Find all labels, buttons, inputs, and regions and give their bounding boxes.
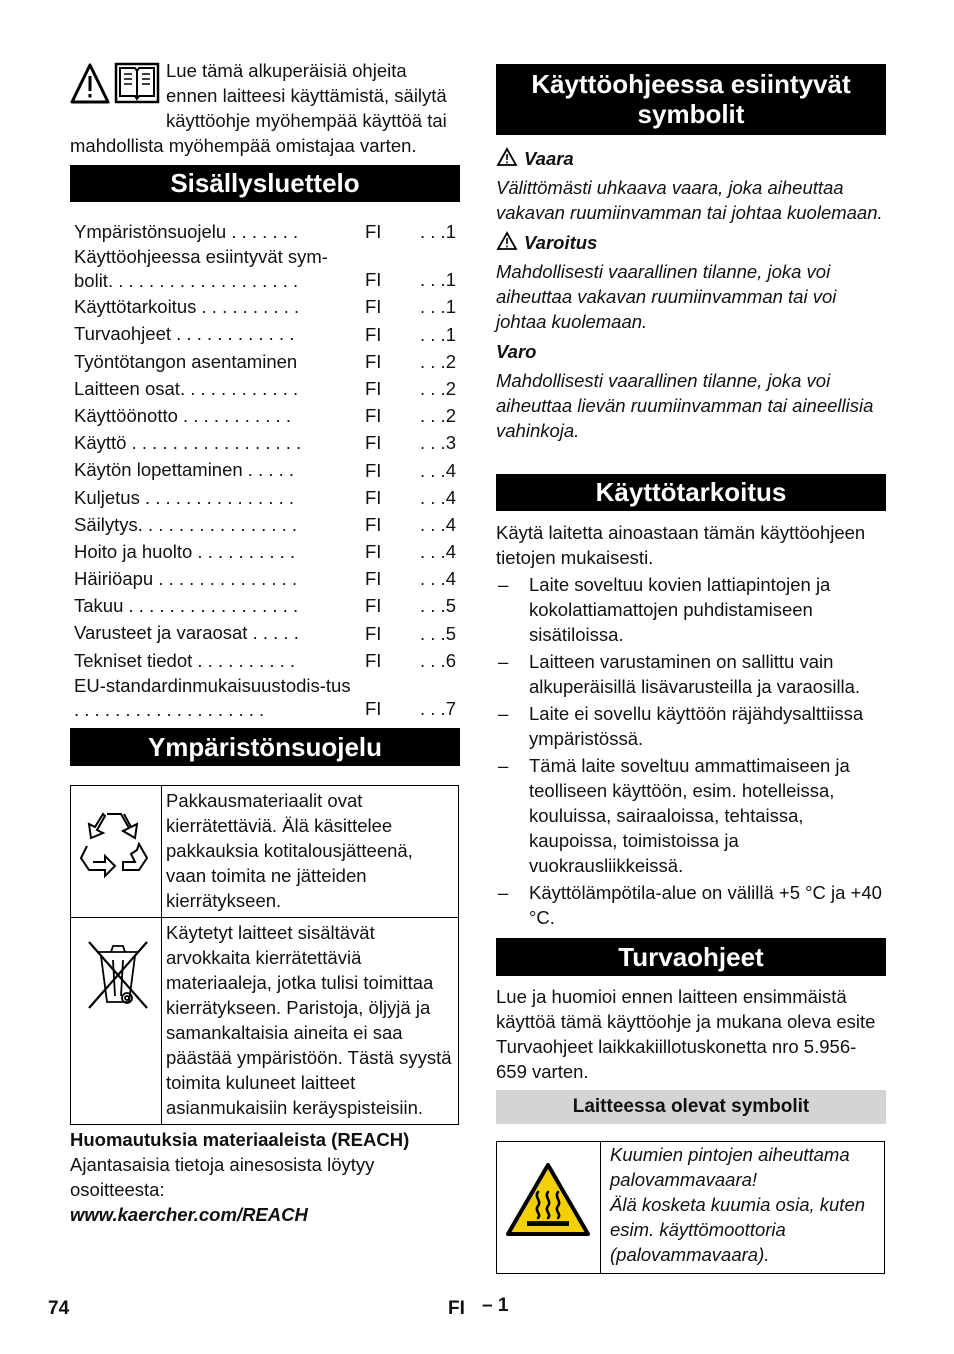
table-row	[497, 1142, 885, 1274]
toc-title: Sisällysluettelo	[70, 165, 460, 202]
intro-text: Lue tämä alkuperäisiä ohjeita ennen laitteesi käyttämistä, säilytä käyttöohje myöhempää käyttöä tai mahdollista myöhempää omistajaa varten.	[70, 60, 447, 156]
toc-entry[interactable]	[74, 456, 456, 483]
caution-text: Mahdollisesti vaarallinen tilanne, joka voi aiheuttaa lievän ruumiinvamman tai aineellisia vahinkoja.	[496, 370, 874, 441]
toc-entry-page: . . .4	[420, 513, 456, 535]
toc-entry-page: . . .4	[420, 568, 456, 590]
warning-text: Mahdollisesti vaarallinen tilanne, joka voi aiheuttaa vakavan ruumiinvamman tai voi johtaa kuolemaan.	[496, 261, 837, 332]
crossed-out-bin-icon	[83, 936, 153, 1016]
list-dash: –	[498, 574, 509, 595]
toc-entry[interactable]	[74, 484, 456, 511]
warning-label: Varoitus	[524, 232, 598, 253]
toc-entry-page: . . .6	[420, 649, 456, 671]
toc-entry-title: Käyttöohjeessa esiintyvät sym-bolit. . . . . . . . . . . . . . . . . . .	[74, 246, 328, 292]
toc-entry-lang: FI	[365, 350, 382, 372]
hot-warning-line1: Kuumien pintojen aiheuttama palovammavaara!	[610, 1144, 850, 1190]
list-dash: –	[498, 703, 509, 724]
warning-triangle-icon	[496, 231, 518, 251]
weee-icon-cell	[71, 918, 162, 1125]
toc-entry-page: . . .1	[420, 269, 456, 291]
toc-entry-lang: FI	[365, 513, 382, 535]
toc-entry-lang: FI	[365, 221, 382, 243]
manual-book-icon	[114, 62, 160, 106]
toc-entry-page: . . .3	[420, 432, 456, 454]
table-of-contents	[74, 218, 456, 722]
environment-table	[70, 785, 459, 1125]
footer-lang: FI	[448, 1298, 465, 1319]
list-item	[496, 753, 886, 878]
toc-entry[interactable]	[74, 538, 456, 565]
page-number: 74	[48, 1298, 70, 1319]
list-item-text: Laite soveltuu kovien lattiapintojen ja kokolattiamattojen puhdistamiseen sisätiloissa.	[529, 574, 831, 645]
list-dash: –	[498, 651, 509, 672]
recycle-icon-cell	[71, 786, 162, 918]
toc-entry-lang: FI	[365, 541, 382, 563]
toc-entry-title: EU-standardinmukaisuustodis-tus . . . . . . . . . . . . . . . . . . .	[74, 674, 351, 720]
toc-entry-title: Kuljetus . . . . . . . . . . . . . . .	[74, 486, 295, 508]
toc-entry-lang: FI	[365, 405, 382, 427]
list-item-text: Tämä laite soveltuu ammattimaiseen ja teolliseen käyttöön, esim. hotelleissa, kouluissa, sairaaloissa, tehtaissa, kaupoissa, toimistoissa ja vuokrausliikkeissä.	[529, 755, 850, 876]
toc-entry-lang: FI	[365, 296, 382, 318]
hot-warning-line2: Älä kosketa kuumia osia, kuten esim. käyttömoottoria (palovammavaara).	[610, 1194, 866, 1265]
toc-entry-lang: FI	[365, 649, 382, 671]
purpose-section	[496, 520, 886, 932]
toc-entry-page: . . .1	[420, 221, 456, 243]
table-row	[71, 786, 459, 918]
toc-entry[interactable]	[74, 348, 456, 375]
purpose-title: Käyttötarkoitus	[496, 474, 886, 511]
toc-entry-page: . . .5	[420, 595, 456, 617]
toc-entry[interactable]	[74, 375, 456, 402]
toc-entry-title: Varusteet ja varaosat . . . . .	[74, 622, 299, 644]
symbols-title: Käyttöohjeessa esiintyvät symbolit	[496, 64, 886, 135]
safety-title: Turvaohjeet	[496, 938, 886, 976]
toc-entry-title: Turvaohjeet . . . . . . . . . . . .	[74, 323, 295, 345]
hot-surface-text-cell	[601, 1142, 885, 1274]
toc-entry-page: . . .2	[420, 405, 456, 427]
toc-entry[interactable]	[74, 320, 456, 347]
purpose-list	[496, 572, 886, 930]
danger-label: Vaara	[524, 148, 574, 169]
reach-heading: Huomautuksia materiaaleista (REACH)	[70, 1129, 410, 1150]
hot-surface-warning-icon	[505, 1162, 591, 1238]
table-row	[71, 918, 459, 1125]
toc-entry-page: . . .7	[420, 697, 456, 719]
warning-triangle-icon	[496, 147, 518, 167]
toc-entry[interactable]	[74, 402, 456, 429]
toc-entry[interactable]	[74, 674, 456, 722]
safety-text: Lue ja huomioi ennen laitteen ensimmäistä käyttöä tämä käyttöohje ja mukana oleva esite Turvaohjeet laikkakiillotuskonetta nro 5.956-659 varten.	[496, 986, 876, 1082]
list-item-text: Laitteen varustaminen on sallittu vain alkuperäisillä lisävarusteilla ja varaosilla.	[529, 651, 861, 697]
toc-entry-page: . . .5	[420, 622, 456, 644]
hot-surface-icon-cell	[497, 1142, 601, 1274]
purpose-intro: Käytä laitetta ainoastaan tämän käyttöohjeen tietojen mukaisesti.	[496, 522, 866, 568]
toc-entry-title: Käyttö . . . . . . . . . . . . . . . . .	[74, 432, 302, 454]
toc-entry-title: Tekniset tiedot . . . . . . . . . .	[74, 649, 296, 671]
danger-label-row	[496, 146, 886, 171]
toc-entry-lang: FI	[365, 323, 382, 345]
list-item-text: Käyttölämpötila-alue on välillä +5 °C ja +40 °C.	[529, 882, 882, 928]
reach-text: Ajantasaisia tietoja ainesosista löytyy osoitteesta:	[70, 1154, 375, 1200]
toc-entry-page: . . .1	[420, 323, 456, 345]
toc-entry-page: . . .4	[420, 459, 456, 481]
toc-entry-title: Työntötangon asentaminen	[74, 350, 298, 372]
toc-entry[interactable]	[74, 647, 456, 674]
toc-entry-page: . . .2	[420, 377, 456, 399]
list-item	[496, 649, 886, 699]
toc-entry-title: Takuu . . . . . . . . . . . . . . . . .	[74, 595, 299, 617]
toc-entry-page: . . .4	[420, 486, 456, 508]
list-item	[496, 701, 886, 751]
toc-entry-title: Hoito ja huolto . . . . . . . . . .	[74, 540, 296, 562]
recycle-icon	[77, 804, 157, 884]
packaging-text: Pakkausmateriaalit ovat kierrätettäviä. Älä käsittelee pakkauksia kotitalousjätteenä, vaan toimita ne jätteiden kierrätykseen.	[162, 786, 459, 918]
toc-entry-title: Laitteen osat. . . . . . . . . . . .	[74, 377, 299, 399]
toc-entry[interactable]	[74, 218, 456, 245]
toc-entry-lang: FI	[365, 269, 382, 291]
footer-section-page: – 1	[482, 1295, 509, 1316]
toc-entry-lang: FI	[365, 568, 382, 590]
environment-title: Ympäristönsuojelu	[70, 728, 460, 766]
toc-entry-lang: FI	[365, 459, 382, 481]
toc-entry-title: Käyttötarkoitus . . . . . . . . . .	[74, 296, 300, 318]
reach-url-link[interactable]: www.kaercher.com/REACH	[70, 1204, 308, 1225]
symbols-section	[496, 146, 886, 443]
toc-entry-lang: FI	[365, 486, 382, 508]
toc-entry[interactable]	[74, 619, 456, 646]
toc-entry-lang: FI	[365, 595, 382, 617]
toc-entry[interactable]	[74, 245, 456, 293]
warning-label-row	[496, 230, 886, 255]
toc-entry[interactable]	[74, 293, 456, 320]
list-item-text: Laite ei sovellu käyttöön räjähdysalttiissa ympäristössä.	[529, 703, 864, 749]
intro-icons	[70, 62, 160, 110]
devices-text: Käytetyt laitteet sisältävät arvokkaita kierrätettäviä materiaaleja, jotka tulisi toimittaa kierrätykseen. Paristoja, öljyjä ja samankaltaisia aineita ei saa päästää ympäristöön. Tästä syystä toimita kuluneet laitteet asianmukaisiin keräyspisteisiin.	[162, 918, 459, 1125]
toc-entry-lang: FI	[365, 377, 382, 399]
toc-entry-title: Häiriöapu . . . . . . . . . . . . . .	[74, 568, 298, 590]
toc-entry-page: . . .1	[420, 296, 456, 318]
toc-entry-lang: FI	[365, 622, 382, 644]
danger-text: Välittömästi uhkaava vaara, joka aiheuttaa vakavan ruumiinvamman tai johtaa kuolemaan.	[496, 177, 883, 223]
toc-entry[interactable]	[74, 592, 456, 619]
toc-entry-title: Ympäristönsuojelu . . . . . . .	[74, 221, 299, 242]
list-dash: –	[498, 882, 509, 903]
toc-entry-lang: FI	[365, 432, 382, 454]
toc-entry[interactable]	[74, 511, 456, 538]
caution-label: Varo	[496, 341, 537, 362]
toc-entry-page: . . .2	[420, 350, 456, 372]
toc-entry-title: Käyttöönotto . . . . . . . . . . .	[74, 404, 291, 426]
intro-notice	[70, 58, 460, 158]
list-item	[496, 572, 886, 647]
device-symbols-title: Laitteessa olevat symbolit	[496, 1090, 886, 1124]
toc-entry[interactable]	[74, 565, 456, 592]
toc-entry-page: . . .4	[420, 541, 456, 563]
toc-entry[interactable]	[74, 429, 456, 456]
list-item	[496, 880, 886, 930]
toc-entry-lang: FI	[365, 697, 382, 719]
toc-entry-title: Käytön lopettaminen . . . . .	[74, 459, 295, 481]
toc-entry-title: Säilytys. . . . . . . . . . . . . . . .	[74, 513, 298, 535]
device-symbols-table	[496, 1141, 885, 1274]
list-dash: –	[498, 755, 509, 776]
